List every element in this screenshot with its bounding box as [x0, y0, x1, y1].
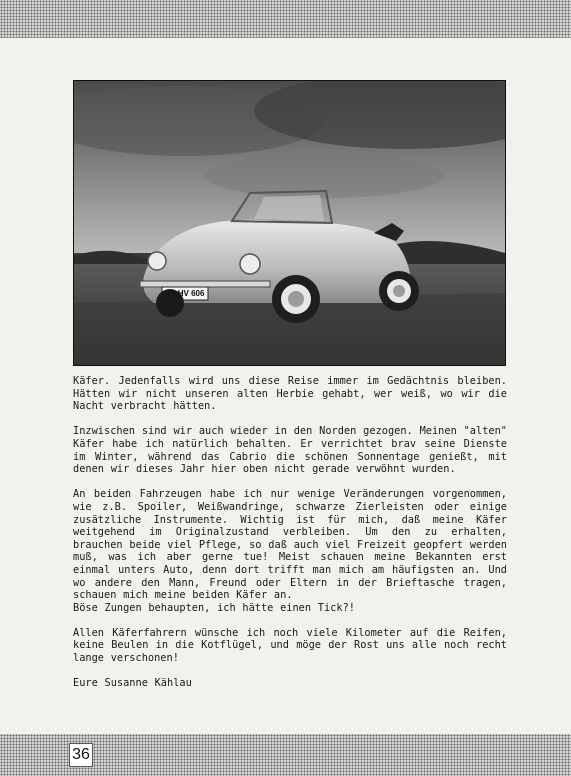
author-signature: Eure Susanne Kählau	[73, 677, 192, 690]
article-text	[73, 375, 507, 702]
paragraph: Käfer. Jedenfalls wird uns diese Reise immer im Gedächtnis bleiben. Hätten wir nicht unseren alten Herbie gehabt, wer weiß, wo wir die Nacht verbracht hätten.	[73, 375, 507, 413]
license-plate-text: PI-HV 606	[167, 289, 205, 298]
top-halftone-band	[0, 0, 571, 38]
paragraph: An beiden Fahrzeugen habe ich nur wenige Veränderungen vorgenommen, wie z.B. Spoiler, Weißwandringe, schwarze Zierleisten oder einige zusätzliche Instrumente. Wichtig ist für mich, daß meine Käfer weitgehend im Originalzustand verbleiben. Um den zu erhalten, brauchen beide viel Pflege, so daß auch viel Freizeit geopfert werden muß, was ich aber gerne tue! Meist schauen meine Bekannten erst einmal unters Auto, denn dort trifft man mich am häufigsten an. Und wo andere den Mann, Freund oder Eltern in der Brieftasche tragen, schauen mich meine beiden Käfer an.	[73, 488, 507, 602]
paragraph: Inzwischen sind wir auch wieder in den Norden gezogen. Meinen "alten" Käfer habe ich natürlich behalten. Er verrichtet brav seine Dienste im Winter, während das Cabrio die schönen Sonnentage genießt, mit denen wir dieses Jahr hier oben nicht gerade verwöhnt wurden.	[73, 425, 507, 476]
page-number: 36	[69, 743, 93, 767]
paragraph: Böse Zungen behaupten, ich hätte einen Tick?!	[73, 601, 355, 614]
paragraph: Allen Käferfahrern wünsche ich noch viele Kilometer auf die Reifen, keine Beulen in die Kotflügel, und möge der Rost uns alle noch recht lange verschonen!	[73, 626, 507, 665]
beetle-cabriolet-photo	[73, 80, 506, 366]
